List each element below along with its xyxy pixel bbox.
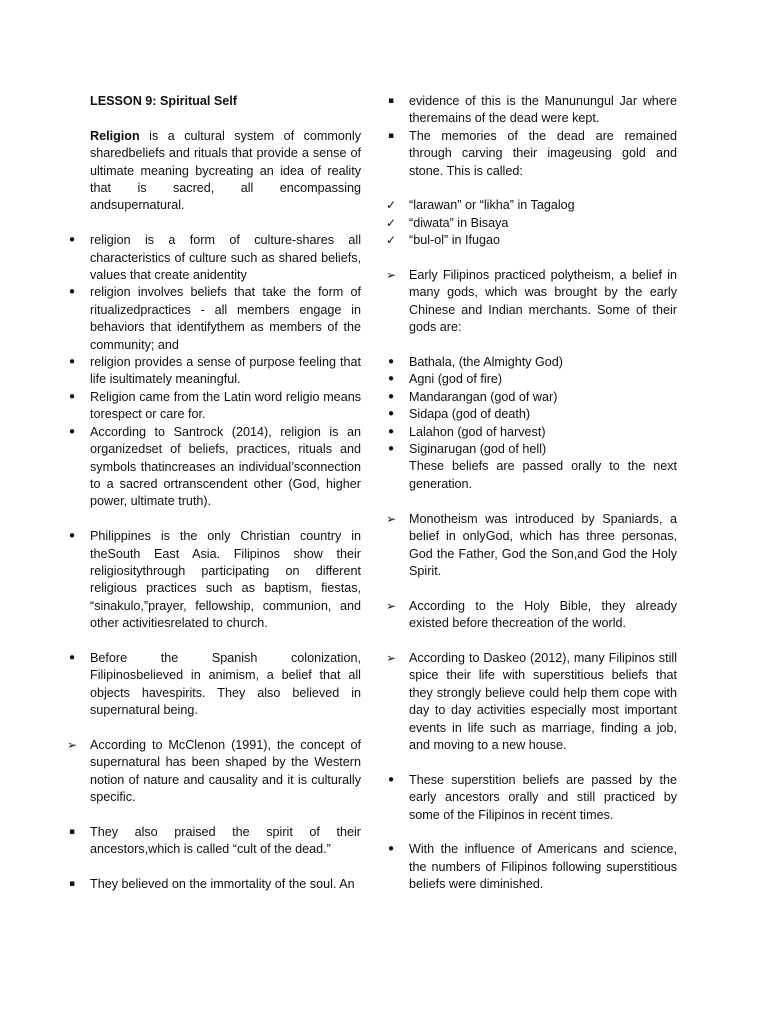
bullet-icon: •	[67, 283, 77, 302]
list-item: ➢ Early Filipinos practiced polytheism, a belief in many gods, which was brought by the early Chinese and Indian merchants. Some of their gods are:	[381, 267, 677, 337]
lesson-title: LESSON 9: Spiritual Self	[90, 94, 237, 108]
bullet-icon: •	[67, 648, 77, 667]
list-item: ➢ Monotheism was introduced by Spaniards, a belief in onlyGod, which has three personas, God the Father, God the Son,and God the Holy Spirit.	[381, 511, 677, 581]
bullet-icon: •	[386, 353, 396, 372]
list-item: ▪ They also praised the spirit of their ancestors,which is called “cult of the dead.”	[62, 824, 361, 859]
list-item: • Sidapa (god of death)	[381, 406, 677, 423]
bullet-icon: •	[386, 370, 396, 389]
list-item: ➢ According to the Holy Bible, they already existed before thecreation of the world.	[381, 598, 677, 633]
bullet-icon: •	[386, 840, 396, 859]
square-bullet-icon: ▪	[387, 96, 395, 106]
bullet-icon: •	[67, 422, 77, 441]
list-item: • religion is a form of culture-shares all characteristics of culture such as shared beliefs, values that create anidentity	[62, 232, 361, 284]
bullet-icon: •	[386, 405, 396, 424]
square-bullet-icon: ▪	[387, 130, 395, 141]
check-icon: ✓	[385, 215, 397, 230]
list-item: ✓ “larawan” or “likha” in Tagalog	[381, 197, 677, 214]
bullet-icon: •	[67, 231, 77, 250]
arrow-bullet-icon: ➢	[385, 511, 397, 526]
list-item: • Mandarangan (god of war)	[381, 389, 677, 406]
list-item: • religion involves beliefs that take the form of ritualizedpractices - all members engage in behaviors that identifythem as members of the community; and	[62, 284, 361, 354]
arrow-bullet-icon: ➢	[385, 650, 397, 665]
list-item: • Lalahon (god of harvest)	[381, 424, 677, 441]
religion-definition	[90, 128, 361, 215]
bullet-icon: •	[67, 527, 77, 546]
definition-text: is a cultural system of commonly sharedbeliefs and rituals that provide a sense of ultimate meaning bycreating an idea of reality that is sacred, all encompassing andsupernatural.	[90, 128, 361, 213]
list-item: ▪ The memories of the dead are remained through carving their imageusing gold and stone. This is called:	[381, 128, 677, 180]
definition-term: Religion	[90, 128, 140, 143]
list-item: ▪ evidence of this is the Manunungul Jar where theremains of the dead were kept.	[381, 93, 677, 128]
list-item: • Agni (god of fire)	[381, 371, 677, 388]
bullet-icon: •	[386, 387, 396, 406]
arrow-bullet-icon: ➢	[385, 598, 397, 613]
arrow-bullet-icon: ➢	[66, 737, 78, 752]
list-item: • Bathala, (the Almighty God)	[381, 354, 677, 371]
list-item: ▪ They believed on the immortality of the soul. An	[62, 876, 361, 893]
check-icon: ✓	[385, 233, 397, 248]
list-item: • According to Santrock (2014), religion is an organizedset of beliefs, practices, rituals and symbols thatincreases an individual’sconnection to a sacred ortranscendent other (God, higher power, ultimate truth).	[62, 424, 361, 511]
right-column	[381, 93, 677, 894]
list-item: • Before the Spanish colonization, Filipinosbelieved in animism, a belief that all objects havespirits. They also believed in supernatural being.	[62, 650, 361, 720]
list-item: • Siginarugan (god of hell)	[381, 441, 677, 458]
left-column	[62, 93, 361, 894]
list-item: • With the influence of Americans and science, the numbers of Filipinos following superstitious beliefs were diminished.	[381, 841, 677, 893]
list-item: • religion provides a sense of purpose feeling that life isultimately meaningful.	[62, 354, 361, 389]
list-item: ✓ “diwata” in Bisaya	[381, 215, 677, 232]
square-bullet-icon: ▪	[68, 826, 76, 837]
list-item-continuation: These beliefs are passed orally to the next generation.	[409, 459, 677, 491]
list-item: • These superstition beliefs are passed by the early ancestors orally and still practiced by some of the Filipinos in recent times.	[381, 772, 677, 824]
list-item: • Religion came from the Latin word religio means torespect or care for.	[62, 389, 361, 424]
bullet-icon: •	[67, 387, 77, 406]
list-item: • Philippines is the only Christian country in theSouth East Asia. Filipinos show their religiositythrough participating on different religious practices such as baptism, fiestas, “sinakulo,”prayer, fellowship, communion, and other activitiesrelated to church.	[62, 528, 361, 632]
bullet-icon: •	[386, 422, 396, 441]
bullet-icon: •	[67, 353, 77, 372]
bullet-icon: •	[386, 440, 396, 459]
square-bullet-icon: ▪	[68, 879, 76, 890]
list-item: ➢ According to McClenon (1991), the concept of supernatural has been shaped by the Western notion of nature and causality and it is culturally specific.	[62, 737, 361, 807]
arrow-bullet-icon: ➢	[385, 268, 397, 283]
list-item: ✓ “bul-ol” in Ifugao	[381, 232, 677, 249]
check-icon: ✓	[385, 198, 397, 213]
list-item: ➢ According to Daskeo (2012), many Filipinos still spice their life with superstitious beliefs that they strongly believe could help them cope with day to day activities especially most important events in life such as marriage, finding a job, and moving to a new house.	[381, 650, 677, 754]
bullet-icon: •	[386, 770, 396, 789]
